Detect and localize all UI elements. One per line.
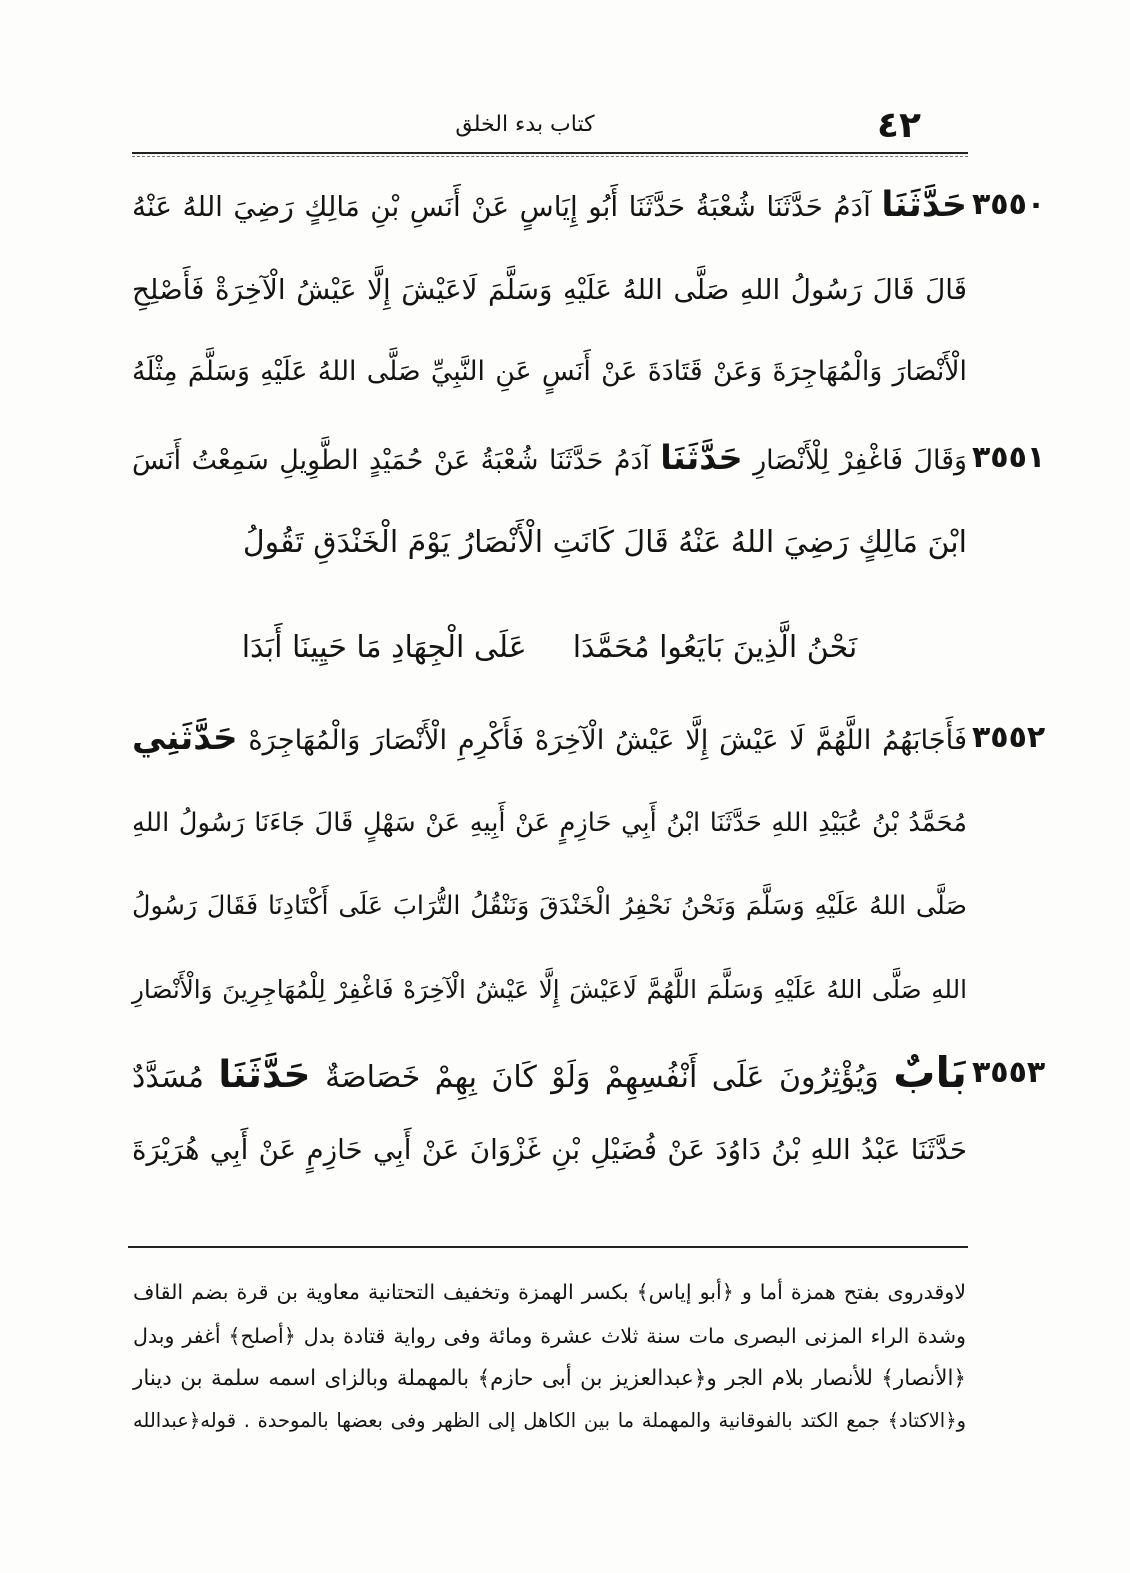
text-line	[132, 342, 967, 402]
line-content	[132, 808, 967, 838]
text-run: مُسَدَّدٌ	[132, 1060, 204, 1095]
text-line	[132, 960, 967, 1020]
narration-heading: حَدَّثَنَا	[881, 185, 967, 225]
text-line	[132, 513, 967, 573]
footnote-rule	[128, 1246, 968, 1248]
text-run: آدَمُ حَدَّثَنَا شُعْبَةُ عَنْ حُمَيْدٍ الطَّوِيلِ سَمِعْتُ أَنَسَ	[132, 445, 650, 476]
narration-heading: حَدَّثَنِي	[132, 718, 238, 758]
footnote-line	[133, 1401, 966, 1441]
hadith-number: ٣٥٥٣	[972, 1055, 1046, 1090]
text-line	[132, 793, 967, 853]
narration-heading: حَدَّثَنَا	[218, 1052, 311, 1096]
line-content	[132, 273, 967, 306]
text-run: قَالَ قَالَ رَسُولُ اللهِ صَلَّى اللهُ عَلَيْهِ وَسَلَّمَ لَاعَيْشَ إِلَّا عَيْشُ الْآخِرَةْ فَأَصْلِحِ	[132, 273, 967, 306]
footnote-line	[133, 1316, 966, 1356]
verse-first-hemistich: نَحْنُ الَّذِينَ بَايَعُوا مُحَمَّدَا	[572, 630, 858, 665]
line-content	[132, 438, 967, 477]
footnote-content: لاوقدروى بفتح همزة أما و ﴿أبو إياس﴾ بكسر الهمزة وتخفيف التحتانية معاوية بن قرة بضم القاف	[133, 1280, 966, 1304]
line-content	[132, 356, 967, 387]
text-line	[132, 1120, 967, 1180]
line-content	[243, 525, 967, 560]
text-run: حَدَّثَنَا عَبْدُ اللهِ بْنُ دَاوُدَ عَنْ فُضَيْلِ بْنِ غَزْوَانَ عَنْ أَبِي حَازِمٍ عَنْ أَبِي هُرَيْرَةَ	[132, 1133, 967, 1166]
footnote-content: وشدة الراء المزنى البصرى مات سنة ثلاث عشرة ومائة وفى رواية قتادة بدل ﴿أصلح﴾ أغفر وبدل	[133, 1324, 966, 1348]
line-content	[132, 185, 967, 225]
footnote-line	[133, 1359, 966, 1399]
footnote-content: ﴿الأنصار﴾ للأنصار بلام الجر و﴿عبدالعزيز بن أبى حازم﴾ بالمهملة وبالزاى اسمه سلمة بن دينار	[133, 1366, 966, 1391]
text-run: صَلَّى اللهُ عَلَيْهِ وَسَلَّمَ وَنَحْنُ نَحْفِرُ الْخَنْدَقَ وَنَنْقُلُ التُّرَابَ عَلَى أَكْتَادِنَا فَقَالَ رَسُولُ	[132, 890, 967, 920]
text-line	[132, 708, 967, 768]
text-run: آدَمُ حَدَّثَنَا شُعْبَةُ حَدَّثَنَا أَبُو إِيَاسٍ عَنْ أَنَسِ بْنِ مَالِكٍ رَضِيَ اللهُ عَنْهُ	[132, 190, 871, 223]
line-content	[132, 1048, 968, 1097]
line-content	[132, 1133, 967, 1166]
hadith-number: ٣٥٥١	[972, 440, 1046, 475]
text-run: فَأَجَابَهُمُ اللَّهُمَّ لَا عَيْشَ إِلَّا عَيْشُ الْآخِرَهْ فَأَكْرِمِ الْأَنْصَارَ وَالْمُهَاجِرَهْ	[248, 725, 967, 756]
text-line	[132, 428, 967, 488]
line-content	[132, 890, 967, 920]
narration-heading: حَدَّثَنَا	[660, 438, 743, 477]
text-run: ابْنَ مَالِكٍ رَضِيَ اللهُ عَنْهُ قَالَ كَانَتِ الْأَنْصَارُ يَوْمَ الْخَنْدَقِ تَقُولُ	[242, 525, 967, 560]
text-run: الْأَنْصَارَ وَالْمُهَاجِرَةَ وَعَنْ قَتَادَةَ عَنْ أَنَسٍ عَنِ النَّبِيِّ صَلَّى اللهُ عَلَيْهِ وَسَلَّمَ مِثْلَهُ	[132, 356, 967, 387]
footnote-content: و﴿الاكتاد﴾ جمع الكتد بالفوقانية والمهملة ما بين الكاهل إلى الظهر وفى بعضها بالموحدة . قوله﴿عبدالله	[133, 1409, 966, 1432]
verse-line	[132, 618, 967, 678]
text-run: مُحَمَّدُ بْنُ عُبَيْدِ اللهِ حَدَّثَنَا ابْنُ أَبِي حَازِمٍ عَنْ أَبِيهِ عَنْ سَهْلٍ قَالَ جَاءَنَا رَسُولُ اللهِ	[132, 808, 967, 838]
text-line	[132, 875, 967, 935]
header-rule	[132, 152, 968, 157]
hadith-number: ٣٥٥٠	[972, 187, 1046, 222]
text-run: اللهِ صَلَّى اللهُ عَلَيْهِ وَسَلَّمَ اللَّهُمَّ لَاعَيْشَ إِلَّا عَيْشُ الْآخِرَهْ فَاغْفِرْ لِلْمُهَاجِرِينَ وَالْأَنْصَارِ	[132, 975, 967, 1004]
verse-second-hemistich: عَلَى الْجِهَادِ مَا حَيِينَا أَبَدَا	[241, 630, 527, 665]
hadith-number: ٣٥٥٢	[972, 720, 1046, 755]
text-run: وَيُؤْثِرُونَ عَلَى أَنْفُسِهِمْ وَلَوْ كَانَ بِهِمْ خَصَاصَةٌ	[325, 1060, 879, 1095]
text-line	[132, 1043, 967, 1103]
text-run: وَقَالَ فَاغْفِرْ لِلْأَنْصَارِ	[753, 445, 967, 476]
text-line	[132, 175, 967, 235]
line-content	[132, 975, 967, 1004]
line-content	[132, 718, 967, 758]
running-head-title: كتاب بدء الخلق	[455, 112, 595, 137]
chapter-heading: بَابٌ	[893, 1048, 968, 1097]
text-line	[132, 260, 967, 320]
footnote-line	[133, 1272, 966, 1312]
page-number: ٤٢	[877, 105, 921, 146]
